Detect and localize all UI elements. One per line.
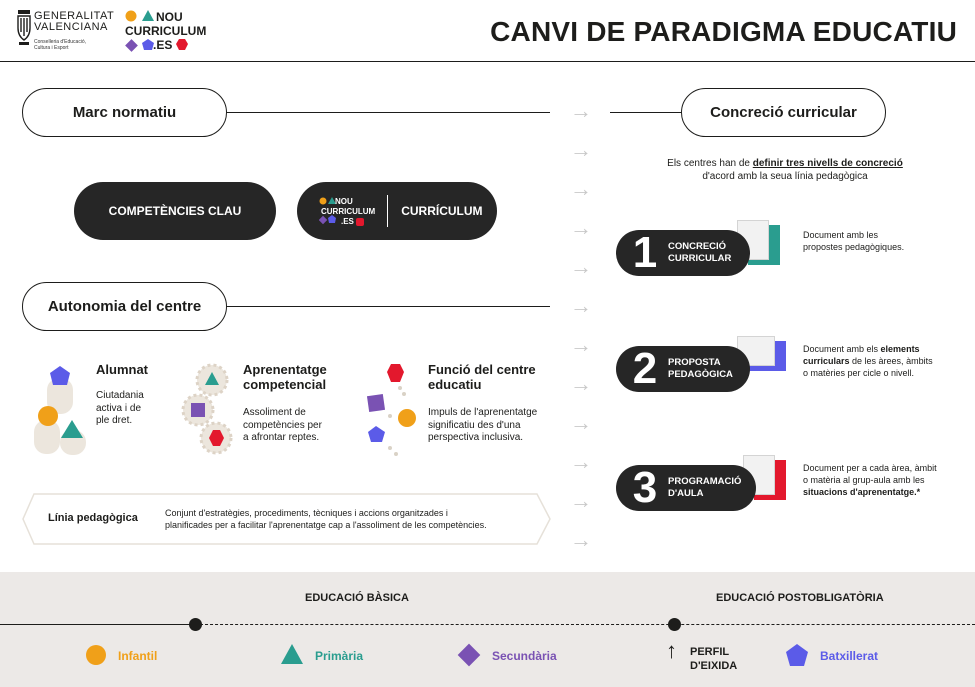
- funcio-centre-text-1: Impuls de l'aprenentatge: [428, 407, 538, 418]
- gv-crest-icon: [16, 8, 32, 48]
- concrecio-label: Concreció curricular: [710, 104, 857, 121]
- nc-small-nou: NOU: [335, 197, 353, 206]
- nou-curriculum-es: .ES: [153, 38, 173, 52]
- red-hexagon-icon: [356, 218, 364, 226]
- perfil-label-2: D'EIXIDA: [690, 660, 738, 672]
- level-2-desc-2a: curriculars: [803, 356, 850, 366]
- funcio-centre-shapes-icon: [360, 362, 420, 457]
- educacio-basica-title: EDUCACIÓ BÀSICA: [305, 592, 409, 604]
- funcio-centre-text: [428, 407, 537, 445]
- arrow-right-icon: →: [570, 371, 592, 396]
- primaria-label: Primària: [315, 649, 364, 663]
- funcio-centre-title: [428, 362, 536, 392]
- arrow-right-icon: →: [570, 410, 592, 435]
- level-3-label-2: D'AULA: [668, 488, 704, 499]
- autonomia-pill: [22, 282, 227, 331]
- level-2-desc: [803, 343, 933, 379]
- curriculum-pill: [297, 182, 497, 240]
- nou-curriculum-nou: NOU: [156, 10, 183, 24]
- level-2-desc-2b: de les àrees, àmbits: [849, 356, 933, 366]
- arrow-right-icon: →: [570, 176, 592, 201]
- curriculum-label: CURRÍCULUM: [401, 204, 483, 218]
- primaria-triangle-icon: [280, 643, 304, 665]
- timeline-dashed: [195, 624, 975, 625]
- linia-pedagogica-text: [165, 507, 487, 531]
- level-1-label: [668, 241, 731, 265]
- timeline-solid-left: [0, 624, 195, 625]
- aprenentatge-gears-icon: [180, 360, 240, 455]
- batxillerat-label: Batxillerat: [820, 649, 879, 663]
- level-3-desc-1: Document per a cada àrea, àmbit: [803, 463, 937, 473]
- alumnat-text-1: Ciutadania: [96, 390, 144, 401]
- alumnat-text-2: activa i de: [96, 402, 142, 414]
- aprenentatge-title-1: Aprenentatge: [243, 362, 327, 377]
- level-1-label-2: CURRICULAR: [668, 253, 732, 264]
- level-2-desc-3: o matèries per cicle o nivell.: [803, 368, 915, 378]
- perfil-label-1: PERFIL: [690, 646, 730, 658]
- concrecio-intro-line1: [620, 157, 950, 170]
- nou-curriculum-word: CURRICULUM: [125, 24, 207, 38]
- gv-logo-line2: VALENCIANA: [34, 21, 108, 33]
- nc-small-es: .ES: [341, 217, 354, 226]
- autonomia-label: Autonomia del centre: [47, 298, 202, 315]
- level-1-desc-1: Document amb les: [803, 230, 879, 240]
- level-3-desc: [803, 462, 937, 498]
- concrecio-line: [610, 112, 690, 113]
- perfil-eixida-label: [690, 645, 737, 673]
- level-1-number: 1: [632, 228, 658, 277]
- funcio-centre-title-1: Funció del centre: [428, 362, 536, 377]
- alumnat-title: Alumnat: [96, 362, 148, 377]
- gv-sub-line1: Conselleria d'Educació,: [34, 39, 87, 45]
- linia-pedagogica-label: Línia pedagògica: [48, 512, 138, 524]
- level-2-desc-1: [803, 343, 933, 355]
- gv-logo-subtitle: [34, 39, 86, 51]
- level-2-badge: [616, 346, 750, 392]
- alumnat-text: [96, 390, 144, 428]
- infantil-label: Infantil: [118, 649, 158, 663]
- level-3-label: [668, 476, 741, 500]
- alumnat-text-3: ple dret.: [96, 415, 133, 426]
- stages-band: [0, 572, 975, 687]
- funcio-centre-title-2: educatiu: [428, 377, 482, 392]
- level-2-desc-1a: Document amb els: [803, 344, 881, 354]
- marc-normatiu-label: Marc normatiu: [72, 104, 177, 121]
- concrecio-pill: [681, 88, 886, 137]
- autonomia-line: [220, 306, 550, 307]
- gv-sub-line2: Cultura i Esport: [34, 45, 69, 51]
- curriculum-pill-divider: [387, 195, 388, 227]
- aprenentatge-title: [243, 362, 327, 392]
- alumnat-people-icon: [30, 360, 90, 455]
- level-3-desc-2: o matèria al grup-aula amb les: [803, 475, 925, 485]
- aprenentatge-text-1: Assoliment de: [243, 407, 306, 418]
- level-1-desc: [803, 229, 904, 253]
- arrow-right-icon: →: [570, 137, 592, 162]
- gv-logo-title: [34, 11, 114, 33]
- level-3-badge: [616, 465, 756, 511]
- linia-pedagogica-text-1: Conjunt d'estratègies, procediments, tècniques i accions organitzades i: [165, 508, 448, 518]
- secundaria-label: Secundària: [492, 649, 557, 663]
- intro-text-a: Els centres han de: [667, 158, 753, 169]
- level-2-label-1: PROPOSTA: [668, 357, 721, 368]
- concrecio-intro-line2: d'acord amb la seua línia pedagògica: [702, 171, 868, 182]
- educacio-postobligatoria-title: EDUCACIÓ POSTOBLIGATÒRIA: [716, 592, 884, 604]
- arrow-right-icon: →: [570, 254, 592, 279]
- level-3-label-1: PROGRAMACIÓ: [668, 476, 742, 487]
- timeline-dot: [668, 618, 681, 631]
- funcio-centre-text-2: significatiu des d'una: [428, 419, 521, 431]
- timeline-dot: [189, 618, 202, 631]
- level-2-number: 2: [632, 344, 658, 393]
- level-1-desc-2: propostes pedagògiques.: [803, 242, 905, 252]
- arrow-up-icon: ↑: [666, 638, 677, 663]
- level-2-label: [668, 357, 733, 381]
- page-title: CANVI DE PARADIGMA EDUCATIU: [490, 16, 957, 47]
- arrow-right-icon: →: [570, 488, 592, 513]
- level-1-label-1: CONCRECIÓ: [668, 241, 727, 252]
- arrow-right-icon: →: [570, 527, 592, 552]
- level-2-desc-2: [803, 355, 933, 367]
- gv-logo-line1: GENERALITAT: [34, 10, 115, 22]
- marc-normatiu-pill: [22, 88, 227, 137]
- aprenentatge-text: [243, 407, 322, 445]
- nou-curriculum-small-text: [321, 197, 375, 227]
- competencies-clau-pill: [74, 182, 276, 240]
- level-3-desc-3: situacions d'aprenentatge.*: [803, 487, 921, 497]
- level-2-label-2: PEDAGÒGICA: [668, 369, 733, 380]
- nc-small-curriculum: CURRICULUM: [321, 207, 376, 216]
- arrow-right-icon: →: [570, 215, 592, 240]
- batxillerat-pentagon-icon: [785, 643, 809, 667]
- infantil-circle-icon: [86, 645, 106, 665]
- funcio-centre-text-3: perspectiva inclusiva.: [428, 432, 524, 443]
- arrow-right-icon: →: [570, 449, 592, 474]
- arrow-right-icon: →: [570, 98, 592, 123]
- linia-pedagogica-text-2: planificades per a facilitar l'aprenentatge cap a l'assoliment de les competències.: [165, 520, 487, 530]
- marc-normatiu-line: [220, 112, 550, 113]
- competencies-clau-label: COMPETÈNCIES CLAU: [108, 204, 242, 218]
- arrow-right-icon: →: [570, 332, 592, 357]
- header-divider: [0, 61, 975, 62]
- secundaria-diamond-icon: [456, 642, 482, 668]
- nc-small-es-row: [341, 217, 375, 227]
- level-3-number: 3: [632, 463, 658, 512]
- aprenentatge-text-3: a afrontar reptes.: [243, 432, 320, 443]
- level-1-badge: [616, 230, 750, 276]
- aprenentatge-text-2: competències per: [243, 419, 322, 431]
- intro-text-bold: definir tres nivells de concreció: [752, 158, 903, 169]
- level-2-desc-1b: elements: [880, 344, 920, 354]
- aprenentatge-title-2: competencial: [243, 377, 327, 392]
- arrow-right-icon: →: [570, 293, 592, 318]
- concrecio-intro: [620, 157, 950, 183]
